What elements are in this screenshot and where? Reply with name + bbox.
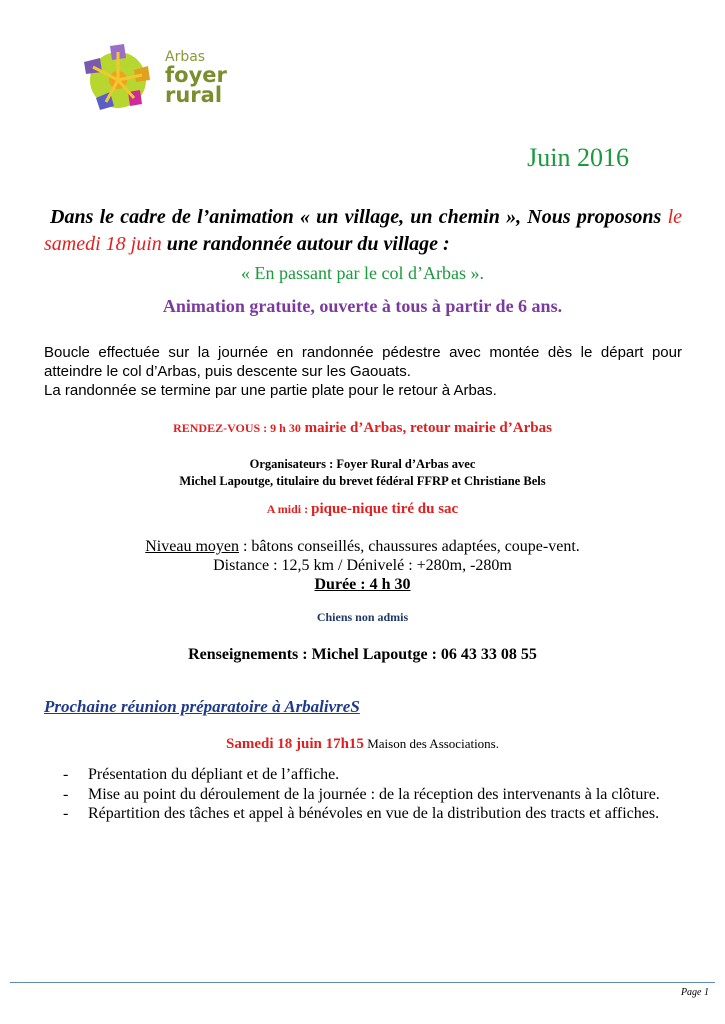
renseignements: Renseignements : Michel Lapoutge : 06 43 33 08 55 <box>188 646 537 663</box>
description <box>44 343 682 400</box>
date-title: Juin 2016 <box>527 143 629 172</box>
logo-line-rural: rural <box>165 83 223 107</box>
list-bullet: - <box>63 766 69 783</box>
list-bullet: - <box>63 785 69 803</box>
subtitle-animation-gratuite: Animation gratuite, ouverte à tous à partir de 6 ans. <box>162 296 563 316</box>
logo-line-arbas: Arbas <box>165 49 206 65</box>
intro-paragraph <box>44 204 682 258</box>
footer-divider <box>10 982 715 983</box>
rendezvous <box>0 419 725 437</box>
intro-part1: Dans le cadre de l’animation « un village, un chemin », Nous proposons <box>50 206 668 228</box>
niveau-info <box>0 537 725 594</box>
description-paragraph-1: Boucle effectuée sur la journée en randonnée pédestre avec montée dès le départ pour atteindre le col d’Arbas, puis descente sur les Gaouats. <box>44 344 682 380</box>
samedi-date: Samedi 18 juin 17h15 <box>225 736 364 752</box>
rendezvous-place: mairie d’Arbas, retour mairie d’Arbas <box>300 420 552 436</box>
intro-highlight: le samedi 18 juin <box>44 206 682 255</box>
description-paragraph-2: La randonnée se termine par une partie plate pour le retour à Arbas. <box>44 382 497 399</box>
samedi-place: Maison des Associations. <box>363 736 499 751</box>
logo-line-foyer: foyer <box>165 63 227 87</box>
niveau-text: : bâtons conseillés, chaussures adaptées, coupe-vent. <box>238 538 580 555</box>
chiens-notice: Chiens non admis <box>316 610 409 624</box>
subtitle-col-arbas: « En passant par le col d’Arbas ». <box>241 263 484 283</box>
intro-part2: une randonnée autour du village : <box>161 233 450 255</box>
organisateurs-line-2: Michel Lapoutge, titulaire du brevet fédéral FFRP et Christiane Bels <box>179 474 546 488</box>
rendezvous-label: RENDEZ-VOUS : 9 h 30 <box>173 421 301 435</box>
page-number: Page 1 <box>680 987 709 998</box>
list-item: - Répartition des tâches et appel à bénévoles en vue de la distribution des tracts et affiches. <box>63 805 660 822</box>
organisateurs <box>0 456 725 490</box>
list-item: - Présentation du dépliant et de l’affiche. <box>63 766 340 783</box>
section-title-reunion: Prochaine réunion préparatoire à ArbalivreS <box>44 697 360 716</box>
duree-text: Durée : 4 h 30 <box>314 576 411 593</box>
logo-emblem-icon <box>78 40 163 115</box>
organisateurs-line-1: Organisateurs : Foyer Rural d’Arbas avec <box>249 457 476 471</box>
agenda-list <box>60 765 660 824</box>
list-bullet: - <box>63 805 69 822</box>
distance-text: Distance : 12,5 km / Dénivelé : +280m, -280m <box>213 557 512 574</box>
midi-label: A midi : <box>266 502 312 516</box>
midi-text: pique-nique tiré du sac <box>311 501 459 517</box>
foyer-rural-logo <box>78 40 248 115</box>
midi-info <box>0 500 725 518</box>
samedi-info <box>0 735 725 753</box>
niveau-label: Niveau moyen <box>145 538 239 555</box>
list-item: - Mise au point du déroulement de la journée : de la réception des intervenants à la clôture. <box>63 785 660 803</box>
